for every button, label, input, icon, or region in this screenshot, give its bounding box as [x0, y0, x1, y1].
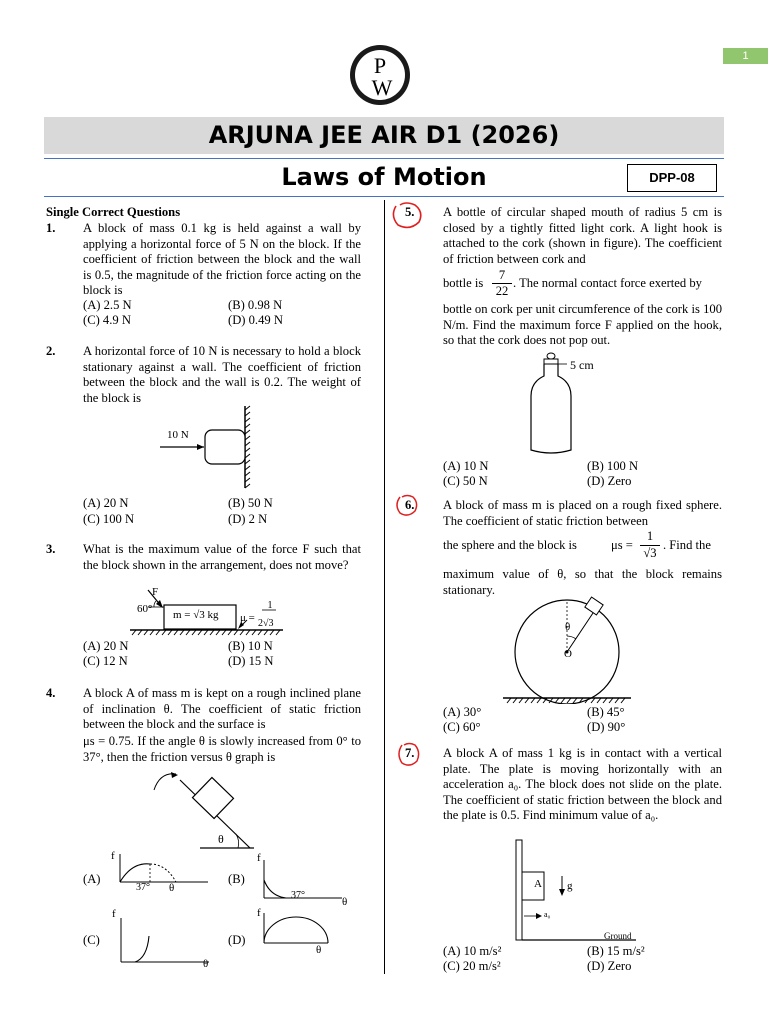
header-rule [44, 158, 724, 159]
option-c: (C) 20 m/s² [443, 959, 501, 973]
question-text: A block A of mass 1 kg is in contact with a vertical plate. The plate is moving horizontally with an acceleration a₀. The block does not slide on the plate. The coefficient of static friction between the block and the plate is 0.5. Find minimum value of a₀. [443, 746, 722, 822]
mass-label: m = √3 kg [173, 609, 219, 621]
question-number: 7. [405, 746, 415, 760]
question-number: 3. [46, 542, 56, 556]
graph-b [256, 852, 356, 907]
question-text-continued: μs = 0.75. If the angle θ is slowly increased from 0° to 37°, then the friction versus θ graph is [83, 734, 361, 764]
mu-numerator: 1 [267, 600, 273, 611]
column-divider [384, 200, 385, 974]
option-c: (C) 12 N [83, 654, 128, 668]
graph-a [110, 850, 210, 895]
fraction-denominator: 22 [495, 284, 509, 298]
question-number: 6. [405, 498, 415, 512]
question-number: 1. [46, 221, 56, 235]
question-text-continued: maximum value of θ, so that the block remains stationary. [443, 567, 722, 597]
option-d: (D) 90° [587, 720, 626, 734]
wall-block-figure [160, 402, 255, 490]
svg-text:P: P [373, 53, 387, 78]
subject-title: Laws of Motion [281, 163, 487, 191]
question-text: A block of mass 0.1 kg is held against a wall by applying a horizontal force of 5 N on the block. If the coefficient of friction between the block and the wall is 0.5, the magnitude of the friction force acting on the block is [83, 221, 361, 297]
block-label: A [534, 878, 542, 890]
option-d: (D) 15 N [228, 654, 274, 668]
incline-figure [150, 770, 255, 852]
plate-block-figure [488, 836, 638, 944]
question-text: What is the maximum value of the force F such that the block shown in the arrangement, does not move? [83, 542, 361, 572]
question-text-continued: the sphere and the block is [443, 538, 577, 552]
graph-b-label: (B) [228, 872, 245, 886]
graph-c-f: f [112, 908, 116, 920]
option-b: (B) 0.98 N [228, 298, 283, 312]
page-title: ARJUNA JEE AIR D1 (2026) [208, 121, 560, 149]
acceleration-label: a₀ [544, 910, 551, 919]
option-c: (C) 50 N [443, 474, 488, 488]
option-d: (D) Zero [587, 959, 632, 973]
graph-b-angle: 37° [291, 890, 305, 901]
section-title: Single Correct Questions [46, 205, 181, 219]
mu-denominator: 2√3 [258, 618, 274, 629]
mu-label: μ = [240, 612, 255, 624]
option-d: (D) 2 N [228, 512, 268, 526]
question-text-continued: . Find the [663, 538, 711, 552]
option-d: (D) 0.49 N [228, 313, 283, 327]
option-c: (C) 4.9 N [83, 313, 131, 327]
question-text: A horizontal force of 10 N is necessary to hold a block stationary against a wall. The coefficient of friction between the block and the wall is 0.2. The weight of the block is [83, 344, 361, 405]
option-b: (B) 50 N [228, 496, 273, 510]
option-b: (B) 100 N [587, 459, 639, 473]
option-a: (A) 20 N [83, 639, 129, 653]
question-text: A block A of mass m is kept on a rough inclined plane of inclination θ. The coefficient of static friction between the block and the surface is [83, 686, 361, 731]
graph-c-theta: θ [203, 958, 209, 970]
graph-b-f: f [257, 852, 261, 864]
question-text: A block of mass m is placed on a rough fixed sphere. The coefficient of static friction between [443, 498, 722, 528]
question-number: 4. [46, 686, 56, 700]
graph-a-theta: θ [169, 882, 175, 894]
center-label: O [564, 648, 572, 660]
graph-d [256, 907, 356, 957]
option-d: (D) Zero [587, 474, 632, 488]
option-a: (A) 30° [443, 705, 482, 719]
graph-c-label: (C) [83, 933, 100, 947]
option-a: (A) 20 N [83, 496, 129, 510]
theta-label: θ [565, 621, 571, 633]
dpp-label: DPP-08 [627, 164, 717, 192]
pw-logo [349, 44, 411, 106]
fraction-denominator: √3 [643, 546, 657, 560]
option-b: (B) 15 m/s² [587, 944, 645, 958]
option-b: (B) 45° [587, 705, 625, 719]
question-number: 5. [405, 205, 415, 219]
page-number-badge: 1 [723, 48, 768, 64]
graph-a-label: (A) [83, 872, 101, 886]
option-a: (A) 10 N [443, 459, 489, 473]
option-b: (B) 10 N [228, 639, 273, 653]
question-text-continued: . The normal contact force exerted by [513, 276, 702, 290]
graph-b-theta: θ [342, 896, 348, 908]
fraction-numerator: 7 [498, 268, 506, 282]
question-text-continued: bottle is [443, 276, 484, 290]
graph-d-theta: θ [316, 944, 322, 956]
ground-label: Ground [604, 931, 632, 941]
radius-label: 5 cm [570, 358, 594, 372]
force-label: 10 N [167, 429, 189, 441]
graph-d-label: (D) [228, 933, 246, 947]
option-c: (C) 100 N [83, 512, 135, 526]
gravity-label: g [567, 880, 573, 892]
fraction-numerator: 1 [646, 529, 654, 543]
graph-d-f: f [257, 907, 261, 919]
theta-label: θ [218, 832, 224, 846]
question-text: A bottle of circular shaped mouth of radius 5 cm is closed by a tightly fitted light cork. A light hook is attached to the cork (shown in figure). The coefficient of friction between cork and [443, 205, 722, 266]
graph-a-f: f [111, 850, 115, 862]
option-a: (A) 2.5 N [83, 298, 132, 312]
angle-label: 60° [137, 603, 153, 615]
svg-text:W: W [371, 75, 393, 100]
graph-a-angle: 37° [136, 882, 150, 893]
graph-c [111, 908, 211, 968]
question-number: 2. [46, 344, 56, 358]
force-f-label: F [152, 586, 159, 598]
subject-rule [44, 196, 724, 197]
question-text-continued: bottle on cork per unit circumference of the cork is 100 N/m. Find the maximum force F applied on the hook, so that the cork does not pop out. [443, 302, 722, 347]
mu-s-label: μs = [611, 538, 633, 552]
option-a: (A) 10 m/s² [443, 944, 502, 958]
option-c: (C) 60° [443, 720, 481, 734]
